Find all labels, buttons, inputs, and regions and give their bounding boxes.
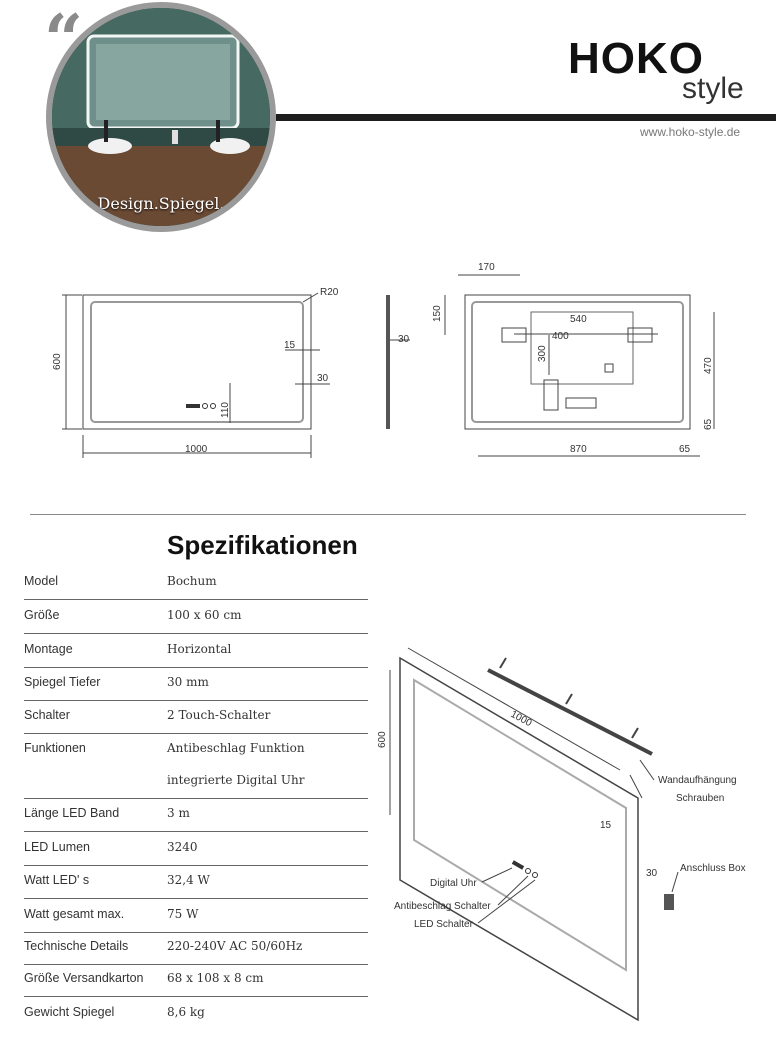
section-divider	[30, 514, 746, 515]
back-top-label: 150	[432, 305, 443, 322]
iso-width-label: 1000	[508, 708, 534, 730]
connection-box-label: Anschluss Box	[680, 863, 746, 874]
iso-mirror	[377, 648, 658, 1020]
spec-label: Gewicht Spiegel	[24, 1005, 115, 1019]
back-inner-width-label: 540	[570, 314, 587, 325]
spec-label: Technische Details	[24, 939, 129, 953]
side-depth-label: 30	[398, 334, 410, 345]
spec-divider	[24, 831, 368, 832]
spec-label: Montage	[24, 642, 73, 656]
spec-value: 3 m	[167, 806, 190, 820]
spec-label: Länge LED Band	[24, 806, 120, 820]
connection-box	[664, 894, 674, 910]
spec-value: integrierte Digital Uhr	[167, 773, 305, 787]
spec-divider	[24, 932, 368, 933]
spec-label: Größe Versandkarton	[24, 971, 144, 985]
spec-value: 3240	[167, 840, 198, 854]
iso-margin-side-label: 30	[646, 868, 658, 879]
spec-value: 2 Touch-Schalter	[167, 708, 271, 722]
back-bottom-label: 65	[703, 418, 714, 430]
spec-row	[24, 840, 368, 872]
spec-label: Funktionen	[24, 741, 86, 755]
spec-value: Antibeschlag Funktion	[167, 741, 305, 755]
spec-row	[24, 608, 368, 640]
spec-row	[24, 675, 368, 707]
spec-value: 68 x 108 x 8 cm	[167, 971, 264, 985]
spec-divider	[24, 733, 368, 734]
spec-row	[24, 773, 368, 805]
digital-clock-label: Digital Uhr	[430, 878, 477, 889]
spec-row	[24, 574, 368, 606]
radius-label: R20	[320, 287, 339, 298]
spec-row	[24, 642, 368, 674]
spec-label: Watt LED' s	[24, 873, 90, 887]
front-margin-top-label: 15	[284, 340, 296, 351]
front-margin-side-label: 30	[317, 373, 329, 384]
website-link[interactable]: www.hoko-style.de	[640, 125, 741, 139]
spec-divider	[24, 898, 368, 899]
back-bracket-label: 400	[552, 331, 569, 342]
back-view	[432, 262, 714, 456]
brand-logo: HOKO	[568, 34, 704, 83]
spec-divider	[24, 599, 368, 600]
spec-value: 8,6 kg	[167, 1005, 205, 1019]
mounting-diagram	[370, 630, 776, 1024]
spec-row	[24, 971, 368, 1003]
spec-label: LED Lumen	[24, 840, 91, 854]
hero-caption: Design.Spiegel.	[97, 194, 225, 213]
spec-value: Bochum	[167, 574, 217, 588]
spec-row	[24, 873, 368, 905]
spec-value: 100 x 60 cm	[167, 608, 242, 622]
back-vertical-label: 470	[703, 357, 714, 374]
spec-label: Schalter	[24, 708, 70, 722]
iso-margin-top-label: 15	[600, 820, 612, 831]
led-switch-label: LED Schalter	[414, 919, 473, 930]
quote-icon: “	[44, 0, 84, 80]
back-side-label: 65	[679, 444, 691, 455]
side-view	[386, 295, 410, 429]
spec-value: 220-240V AC 50/60Hz	[167, 939, 303, 953]
screws-label: Schrauben	[676, 793, 725, 804]
wall-mount-label: Wandaufhängung	[658, 775, 737, 786]
spec-divider	[24, 798, 368, 799]
spec-divider	[24, 633, 368, 634]
spec-label: Watt gesamt max.	[24, 907, 125, 921]
front-width-label: 1000	[185, 444, 208, 455]
spec-label: Model	[24, 574, 59, 588]
spec-divider	[24, 964, 368, 965]
spec-divider	[24, 700, 368, 701]
digital-clock	[186, 404, 200, 408]
brand-sub: style	[682, 72, 744, 105]
back-box-height-label: 300	[537, 345, 548, 362]
front-height-label: 600	[52, 353, 63, 370]
header-rule	[276, 114, 776, 121]
spec-value: 32,4 W	[167, 873, 210, 887]
spec-label: Spiegel Tiefer	[24, 675, 101, 689]
spec-label: Größe	[24, 608, 60, 622]
antifog-label: Antibeschlag Schalter	[394, 901, 491, 912]
front-view	[52, 287, 339, 458]
back-width-label: 870	[570, 444, 587, 455]
spec-divider	[24, 667, 368, 668]
back-offset-label: 170	[478, 262, 495, 273]
spec-row	[24, 907, 368, 939]
spec-divider	[24, 996, 368, 997]
spec-value: Horizontal	[167, 642, 232, 656]
spec-row	[24, 708, 368, 740]
spec-row	[24, 1005, 368, 1037]
clock-height-label: 110	[220, 402, 231, 418]
spec-row	[24, 741, 368, 773]
spec-value: 75 W	[167, 907, 199, 921]
spec-divider	[24, 865, 368, 866]
iso-height-label: 600	[377, 731, 388, 748]
spec-value: 30 mm	[167, 675, 209, 689]
spec-row	[24, 939, 368, 971]
technical-drawings	[0, 240, 776, 470]
spec-row	[24, 806, 368, 838]
spec-title: Spezifikationen	[167, 530, 358, 560]
